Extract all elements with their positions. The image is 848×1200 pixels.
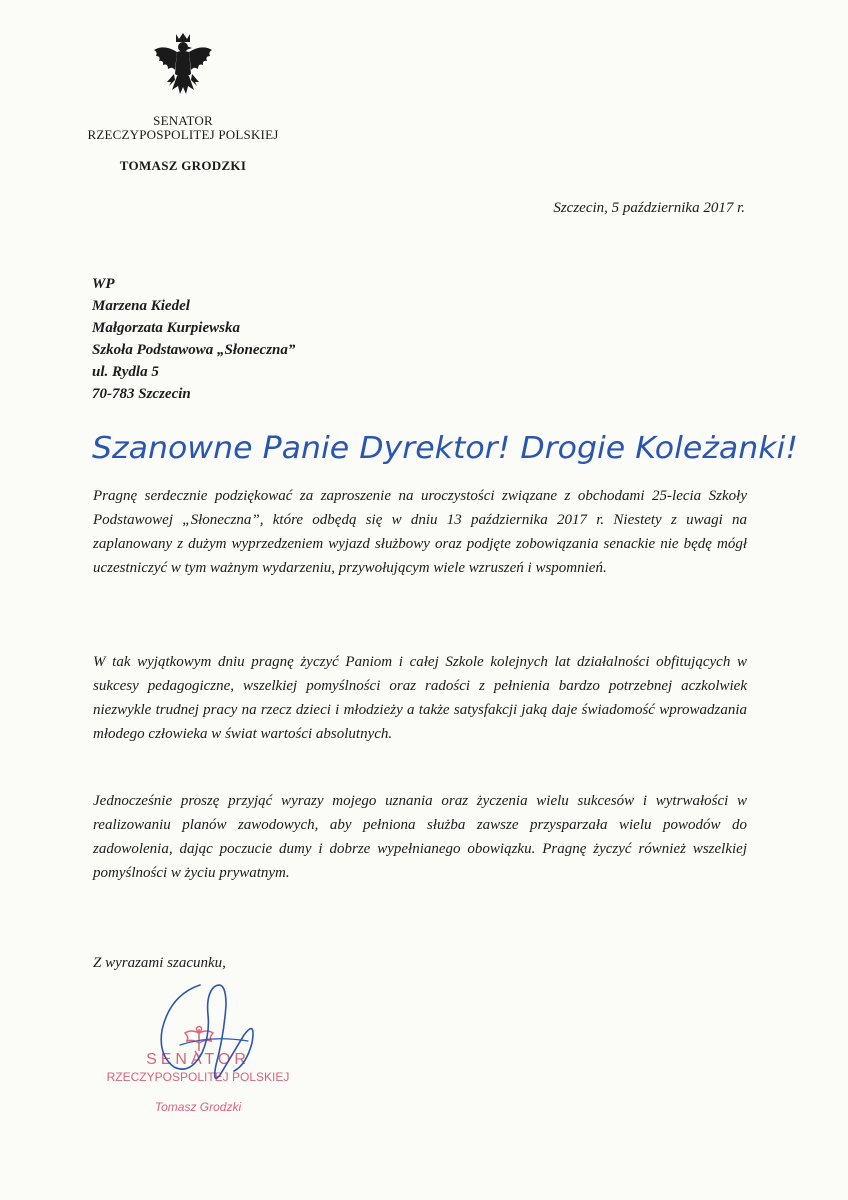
body-paragraph: [93, 650, 747, 746]
address-line: Szkoła Podstawowa „Słoneczna”: [92, 342, 296, 358]
handwritten-signature: [140, 975, 270, 1095]
paragraph-text: Pragnę serdecznie podziękować za zaproszenie na uroczystości związane z obchodami 25-lecia Szkoły Podstawowej „Słoneczna”, które odbędą się w dniu 13 października 2017 r. Niestety z uwagi na zaplanowany z dużym wyprzedzeniem wyjazd służbowy oraz podjęte zobowiązania senackie nie będę mógł uczestniczyć w tym ważnym wydarzeniu, przywołującym wiele wzruszeń i wspomnień.: [93, 488, 747, 576]
body-paragraph: [93, 789, 747, 885]
address-line: 70-783 Szczecin: [92, 386, 191, 402]
letterhead-title-line2: RZECZYPOSPOLITEJ POLSKIEJ: [87, 127, 279, 142]
paragraph-text: Jednocześnie proszę przyjąć wyrazy mojego uznania oraz życzenia wielu sukcesów i wytrwałości w realizowaniu planów zawodowych, aby pełniona służba zawsze przysparzała wielu powodów do zadowolenia, dając poczucie dumy i dobrze wypełnianego obowiązku. Pragnę życzyć również wszelkiej pomyślności w życiu prywatnym.: [93, 793, 747, 881]
address-line: ul. Rydla 5: [92, 364, 159, 380]
stamp-name: Tomasz Grodzki: [154, 1100, 242, 1114]
recipient-address: [92, 273, 295, 405]
address-line: Marzena Kiedel: [92, 298, 190, 314]
stamp-title-line2: RZECZYPOSPOLITEJ POLSKIEJ: [106, 1070, 290, 1084]
letter-date: Szczecin, 5 października 2017 r.: [553, 200, 745, 216]
body-paragraph: [93, 484, 747, 580]
letterhead-name: TOMASZ GRODZKI: [119, 158, 247, 173]
stamp-title-line1: SENATOR: [146, 1051, 250, 1068]
address-line: Małgorzata Kurpiewska: [92, 320, 240, 336]
address-line: WP: [92, 276, 115, 292]
closing-line: Z wyrazami szacunku,: [93, 955, 226, 971]
paragraph-text: W tak wyjątkowym dniu pragnę życzyć Paniom i całej Szkole kolejnych lat działalności obfitujących w sukcesy pedagogiczne, wszelkiej pomyślności oraz radości z pełnienia bardzo potrzebnej aczkolwiek niezwykle trudnej pracy na rzecz dzieci i młodzieży a także satysfakcji jaką daje świadomość wprowadzania młodego człowieka w świat wartości absolutnych.: [93, 654, 747, 742]
handwritten-salutation: [88, 418, 808, 478]
svg-text:Szanowne Panie Dyrektor! Drogi: Szanowne Panie Dyrektor! Drogie Koleżanki!: [92, 431, 798, 466]
polish-eagle-icon: [150, 30, 216, 102]
letterhead-title-line1: SENATOR: [153, 113, 213, 128]
